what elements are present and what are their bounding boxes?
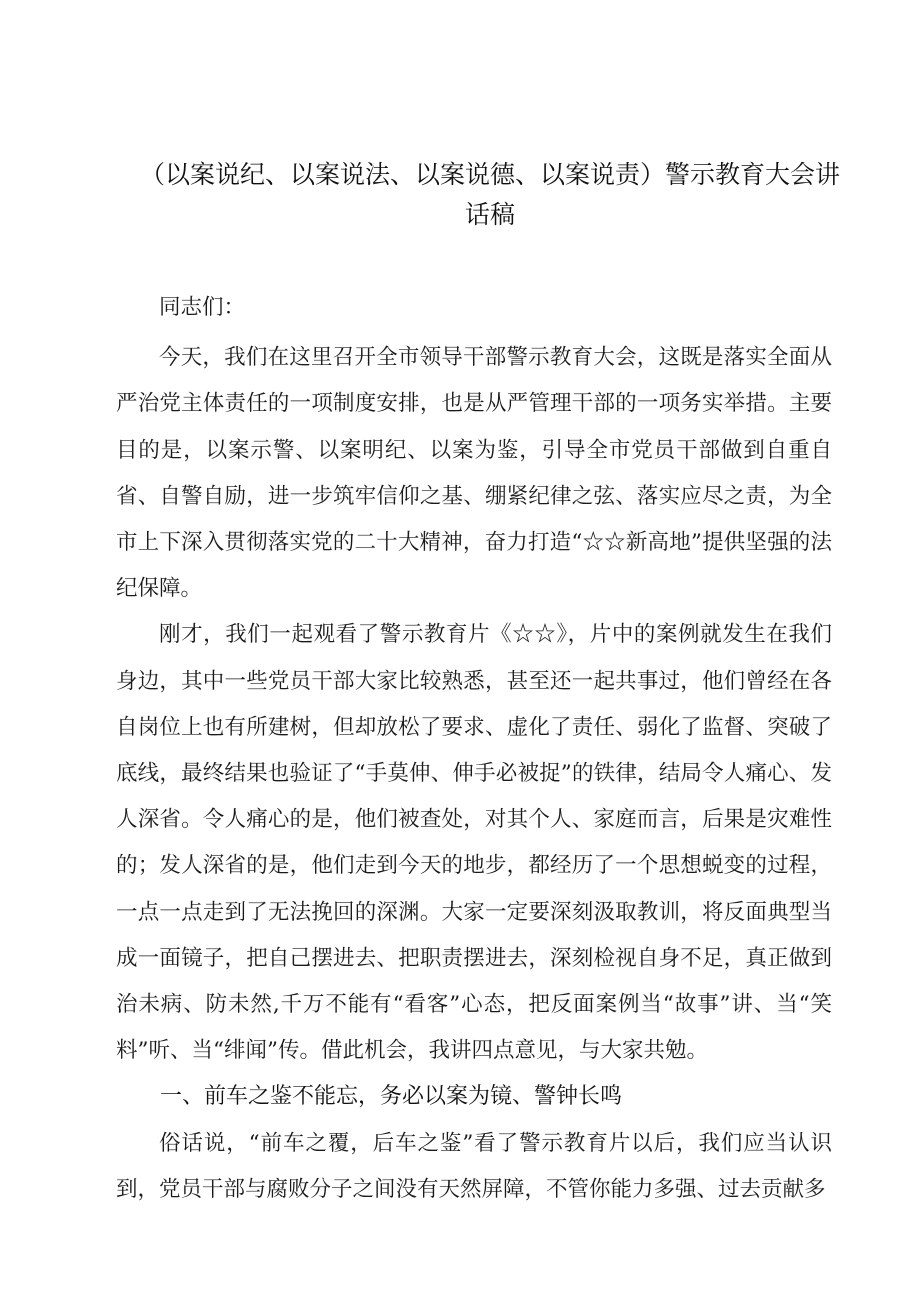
document-body [116,285,832,1213]
section-1-paragraph: 俗话说，“前车之覆，后车之鉴”看了警示教育片以后，我们应当认识到，党员干部与腐败分子之间没有天然屏障，不管你能力多强、过去贡献多 [116,1130,832,1202]
document-title: （以案说纪、以案说法、以案说德、以案说责）警示教育大会讲话稿 [140,160,841,229]
salutation: 同志们： [159,295,246,320]
paragraph-intro: 今天，我们在这里召开全市领导干部警示教育大会，这既是落实全面从严治党主体责任的一项制度安排，也是从严管理干部的一项务实举措。主要目的是，以案示警、以案明纪、以案为鉴，引导全市党员干部做到自重自省、自警自励，进一步筑牢信仰之基、绷紧纪律之弦、落实应尽之责，为全市上下深入贯彻落实党的二十大精神，奋力打造“☆☆新高地”提供坚强的法纪保障。 [116,345,832,602]
paragraph-film: 刚才，我们一起观看了警示教育片《☆☆》，片中的案例就发生在我们身边，其中一些党员干部大家比较熟悉，甚至还一起共事过，他们曾经在各自岗位上也有所建树，但却放松了要求、虚化了责任、弱化了监督、突破了底线，最终结果也验证了“手莫伸、伸手必被捉”的铁律，结局令人痛心、发人深省。令人痛心的是，他们被查处，对其个人、家庭而言，后果是灾难性的；发人深省的是，他们走到今天的地步，都经历了一个思想蜕变的过程，一点一点走到了无法挽回的深渊。大家一定要深刻汲取教训，将反面典型当成一面镜子，把自己摆进去、把职责摆进去，深刻检视自身不足，真正做到治未病、防未然,千万不能有“看客”心态，把反面案例当“故事”讲、当“笑料”听、当“绯闻”传。借此机会，我讲四点意见，与大家共勉。 [116,622,832,1064]
section-heading-1: 一、前车之鉴不能忘，务必以案为镜、警钟长鸣 [160,1084,623,1110]
